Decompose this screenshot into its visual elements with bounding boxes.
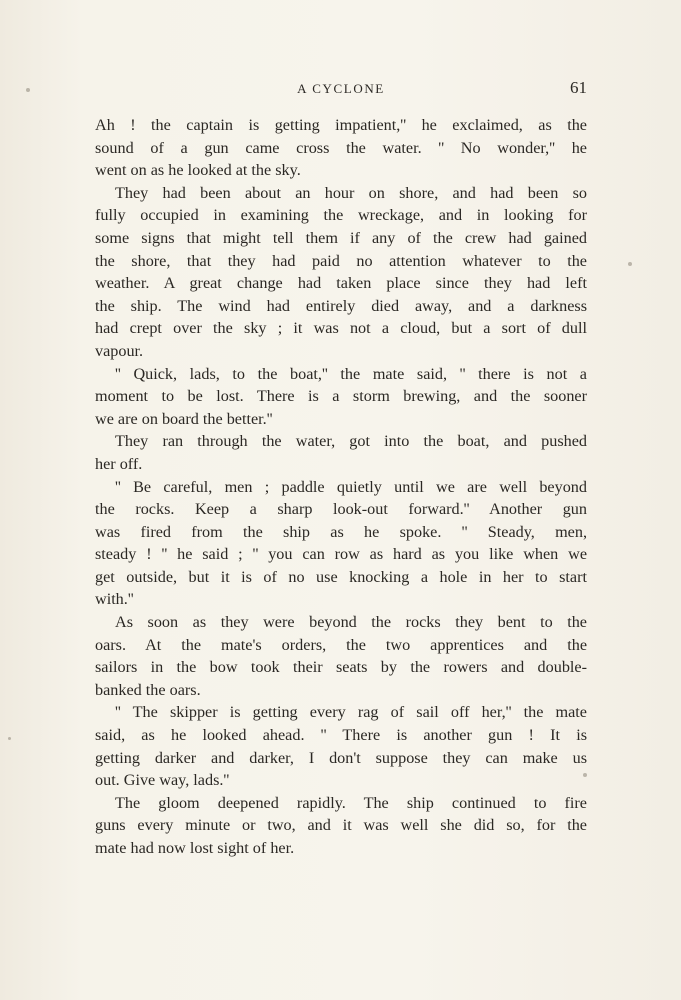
text-line: sound of a gun came cross the water. '' No wonder,'' he bbox=[95, 138, 587, 157]
text-line: getting darker and darker, I don't suppose they can make us bbox=[95, 748, 587, 767]
text-line: steady ! '' he said ; '' you can row as hard as you like when we bbox=[95, 545, 587, 564]
text-line: The gloom deepened rapidly. The ship continued to fire bbox=[115, 793, 587, 812]
text-line: had crept over the sky ; it was not a cloud, but a sort of dull bbox=[95, 319, 587, 338]
paper-speck bbox=[628, 262, 632, 266]
page-header bbox=[95, 78, 587, 100]
text-line: went on as he looked at the sky. bbox=[95, 161, 301, 180]
text-line: '' Be careful, men ; paddle quietly until we are well beyond bbox=[115, 477, 587, 496]
paper-speck bbox=[26, 88, 30, 92]
text-line: some signs that might tell them if any of the crew had gained bbox=[95, 228, 587, 247]
text-line: moment to be lost. There is a storm brewing, and the sooner bbox=[95, 387, 587, 406]
text-line: vapour. bbox=[95, 341, 144, 360]
paper-speck bbox=[8, 737, 11, 740]
text-line: was fired from the ship as he spoke. '' Steady, men, bbox=[95, 522, 587, 541]
text-line: As soon as they were beyond the rocks they bent to the bbox=[115, 613, 587, 632]
text-line: They had been about an hour on shore, and had been so bbox=[115, 183, 587, 202]
body-text bbox=[95, 114, 587, 860]
text-line: the rocks. Keep a sharp look-out forward.'' Another gun bbox=[95, 500, 587, 519]
text-line: sailors in the bow took their seats by the rowers and double- bbox=[95, 658, 587, 677]
text-line: get outside, but it is of no use knocking a hole in her to start bbox=[95, 567, 587, 586]
text-line: banked the oars. bbox=[95, 680, 201, 699]
text-line: fully occupied in examining the wreckage, and in looking for bbox=[95, 206, 587, 225]
text-line: out. Give way, lads.'' bbox=[95, 771, 230, 790]
text-line: the ship. The wind had entirely died away, and a darkness bbox=[95, 296, 587, 315]
text-line: weather. A great change had taken place since they had left bbox=[95, 274, 587, 293]
page-number: 61 bbox=[570, 78, 587, 97]
text-line: we are on board the better.'' bbox=[95, 409, 273, 428]
text-line: said, as he looked ahead. '' There is another gun ! It is bbox=[95, 726, 587, 745]
text-line: Ah ! the captain is getting impatient,'' he exclaimed, as the bbox=[95, 116, 587, 134]
text-line: the shore, that they had paid no attention whatever to the bbox=[95, 251, 587, 270]
text-line: her off. bbox=[95, 454, 143, 473]
text-line: with.'' bbox=[95, 590, 134, 609]
text-line: '' The skipper is getting every rag of sail off her,'' the mate bbox=[115, 703, 587, 722]
running-head: A CYCLONE bbox=[297, 81, 385, 96]
text-line: oars. At the mate's orders, the two apprentices and the bbox=[95, 635, 587, 654]
text-line: They ran through the water, got into the boat, and pushed bbox=[115, 432, 587, 451]
text-line: '' Quick, lads, to the boat,'' the mate said, '' there is not a bbox=[115, 364, 587, 383]
text-line: mate had now lost sight of her. bbox=[95, 839, 295, 857]
text-line: guns every minute or two, and it was well she did so, for the bbox=[95, 816, 587, 835]
